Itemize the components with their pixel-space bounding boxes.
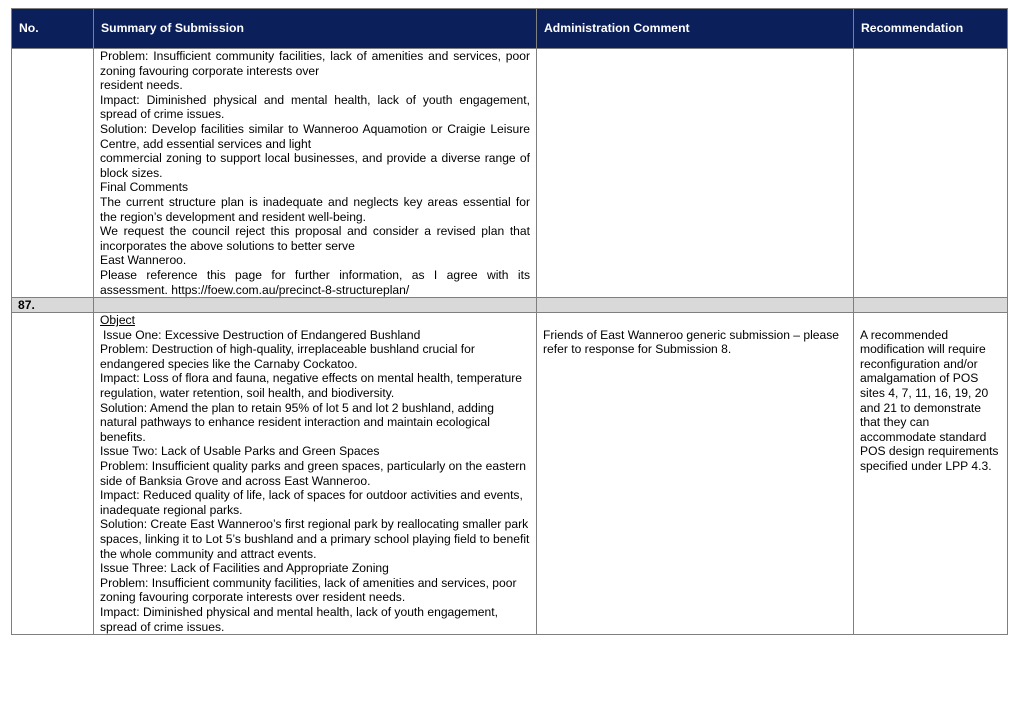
summary-line: commercial zoning to support local businesses, and provide a diverse range of block sizes. xyxy=(100,151,530,180)
recommendation-cell xyxy=(854,49,1008,298)
summary-cell xyxy=(94,313,537,635)
summary-line: Please reference this page for further information, as I agree with its assessment. https://foew.com.au/precinct-8-structureplan/ xyxy=(100,267,530,297)
summary-line: resident needs. xyxy=(100,78,183,93)
summary-line: Problem: Insufficient community facilities, lack of amenities and services, poor zoning favouring corporate interests over xyxy=(100,49,530,78)
summary-line: Solution: Amend the plan to retain 95% of lot 5 and lot 2 bushland, adding natural pathways to enhance resident interaction and maintain ecological benefits. xyxy=(100,400,495,444)
recommendation-text: A recommended modification will require reconfiguration and/or amalgamation of POS sites 4, 7, 11, 16, 19, 20 and 21 to demonstrate that they can accommodate standard POS design requirements specified under LPP 4.3. xyxy=(860,327,999,474)
header-no: No. xyxy=(12,9,94,49)
submissions-table xyxy=(11,8,1008,635)
summary-line: We request the council reject this proposal and consider a revised plan that incorporates the above solutions to better serve xyxy=(100,224,530,253)
no-cell xyxy=(12,49,94,298)
summary-line: Solution: Create East Wanneroo’s first regional park by reallocating smaller park spaces, linking it to Lot 5’s bushland and a primary school playing field to benefit the whole community and attract events. xyxy=(100,517,530,561)
summary-line: Impact: Reduced quality of life, lack of spaces for outdoor activities and events, inadequate regional parks. xyxy=(100,488,523,517)
summary-line: Problem: Insufficient community facilities, lack of amenities and services, poor zoning favouring corporate interests over resident needs. xyxy=(100,575,517,605)
submission-number: 87. xyxy=(12,298,94,313)
summary-line: Impact: Diminished physical and mental health, lack of youth engagement, spread of crime issues. xyxy=(100,92,530,122)
no-cell xyxy=(12,313,94,635)
admin-comment-cell xyxy=(537,313,854,635)
table-header-row xyxy=(12,9,1008,49)
summary-line: East Wanneroo. xyxy=(100,253,187,268)
summary-line: Problem: Insufficient quality parks and green spaces, particularly on the eastern side of Banksia Grove and across East Wanneroo. xyxy=(100,459,526,488)
summary-line: Issue Three: Lack of Facilities and Appropriate Zoning xyxy=(100,561,389,576)
admin-comment-cell xyxy=(537,49,854,298)
summary-line: Final Comments xyxy=(100,180,189,195)
summary-line: The current structure plan is inadequate and neglects key areas essential for the region’s development and resident well-being. xyxy=(100,194,530,224)
summary-line: Solution: Develop facilities similar to Wanneroo Aquamotion or Craigie Leisure Centre, add essential services and light xyxy=(100,121,530,151)
summary-line: Issue Two: Lack of Usable Parks and Green Spaces xyxy=(100,444,380,459)
admin-comment: Friends of East Wanneroo generic submission – please refer to response for Submission 8. xyxy=(543,327,840,357)
header-summary: Summary of Submission xyxy=(94,9,537,49)
table-row-submission-87 xyxy=(12,313,1008,635)
summary-cell xyxy=(94,49,537,298)
submission-number-row xyxy=(12,298,1008,313)
summary-line: Impact: Loss of flora and fauna, negative effects on mental health, temperature regulation, water retention, soil health, and biodiversity. xyxy=(100,371,522,401)
recommendation-cell xyxy=(854,313,1008,635)
header-admin-comment: Administration Comment xyxy=(537,9,854,49)
header-recommendation: Recommendation xyxy=(854,9,1008,49)
issue-heading: Issue One: Excessive Destruction of Endangered Bushland xyxy=(103,327,421,342)
summary-line: Impact: Diminished physical and mental health, lack of youth engagement, spread of crime issues. xyxy=(100,604,498,634)
summary-line: Problem: Destruction of high-quality, irreplaceable bushland crucial for endangered species like the Carnaby Cockatoo. xyxy=(100,342,475,371)
table-row-continued xyxy=(12,49,1008,298)
object-label: Object xyxy=(100,313,135,328)
